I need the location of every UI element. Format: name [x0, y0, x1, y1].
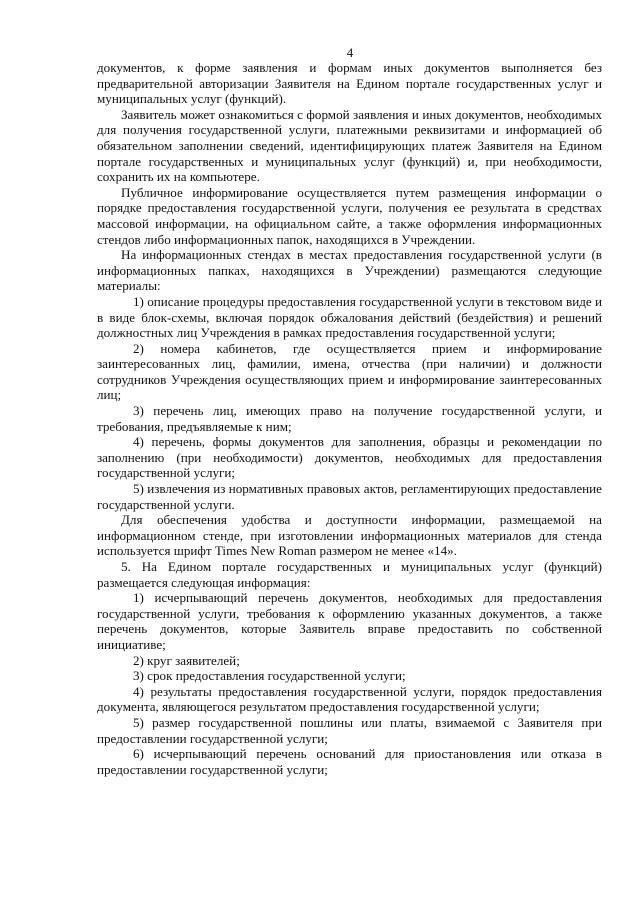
- paragraph-font-requirements: Для обеспечения удобства и доступности информации, размещаемой на информационном стенде, при изготовлении информационных материалов для стенда используется шрифт Times New Roman размером не менее «14».: [97, 512, 602, 559]
- list-item-portal-6: 6) исчерпывающий перечень оснований для приостановления или отказа в предоставлении государственной услуги;: [97, 746, 602, 777]
- paragraph-public-informing: Публичное информирование осуществляется путем размещения информации о порядке предоставления государственной услуги, получения ее результата в средствах массовой информации, на официальном сайте, а также оформления информационных стендов либо информационных папок, находящихся в Учреждении.: [97, 184, 602, 247]
- list-item-portal-3: 3) срок предоставления государственной услуги;: [133, 668, 406, 684]
- list-item-stand-5: 5) извлечения из нормативных правовых актов, регламентирующих предоставление государственной услуги.: [97, 481, 602, 512]
- paragraph-portal-info-intro: 5. На Едином портале государственных и муниципальных услуг (функций) размещается следующая информация:: [97, 559, 602, 590]
- paragraph-applicant-form-access: Заявитель может ознакомиться с формой заявления и иных документов, необходимых для получения государственной услуги, платежными реквизитами и информацией об обязательном заполнении сведений, идентифицирующих платеж Заявителя на Едином портале государственных и муниципальных услуг (функций) и, при необходимости, сохранить их на компьютере.: [97, 106, 602, 185]
- list-item-portal-1: 1) исчерпывающий перечень документов, необходимых для предоставления государственной услуги, требования к оформлению указанных документов, а также перечень документов, которые Заявитель вправе предоставить по собственной инициативе;: [97, 590, 602, 652]
- list-item-portal-2: 2) круг заявителей;: [133, 652, 240, 668]
- list-item-stand-3: 3) перечень лиц, имеющих право на получение государственной услуги, и требования, предъявляемые к ним;: [97, 403, 602, 434]
- list-item-portal-5: 5) размер государственной пошлины или платы, взимаемой с Заявителя при предоставлении государственной услуги;: [97, 714, 602, 746]
- list-item-stand-2: 2) номера кабинетов, где осуществляется прием и информирование заинтересованных лиц, фамилии, имена, отчества (при наличии) и должности сотрудников Учреждения осуществляющих прием и информирование заинтересованных лиц;: [97, 340, 602, 403]
- list-item-portal-4: 4) результаты предоставления государственной услуги, порядок предоставления документа, являющегося результатом предоставления государственной услуги;: [97, 683, 602, 715]
- paragraph-portal-forms-continued: документов, к форме заявления и формам иных документов выполняется без предварительной авторизации Заявителя на Едином портале государственных услуг и муниципальных услуг (функций).: [97, 60, 602, 107]
- list-item-stand-4: 4) перечень, формы документов для заполнения, образцы и рекомендации по заполнению (при необходимости) документов, необходимых для предоставления государственной услуги;: [97, 434, 602, 481]
- paragraph-info-stands-intro: На информационных стендах в местах предоставления государственной услуги (в информационных папках, находящихся в Учреждении) размещаются следующие материалы:: [97, 247, 602, 294]
- list-item-stand-1: 1) описание процедуры предоставления государственной услуги в текстовом виде и в виде блок-схемы, включая порядок обжалования действий (бездействия) и решений должностных лиц Учреждения в рамках предоставления государственной услуги;: [97, 293, 602, 341]
- page-number: 4: [346, 45, 354, 60]
- document-body: [97, 60, 602, 777]
